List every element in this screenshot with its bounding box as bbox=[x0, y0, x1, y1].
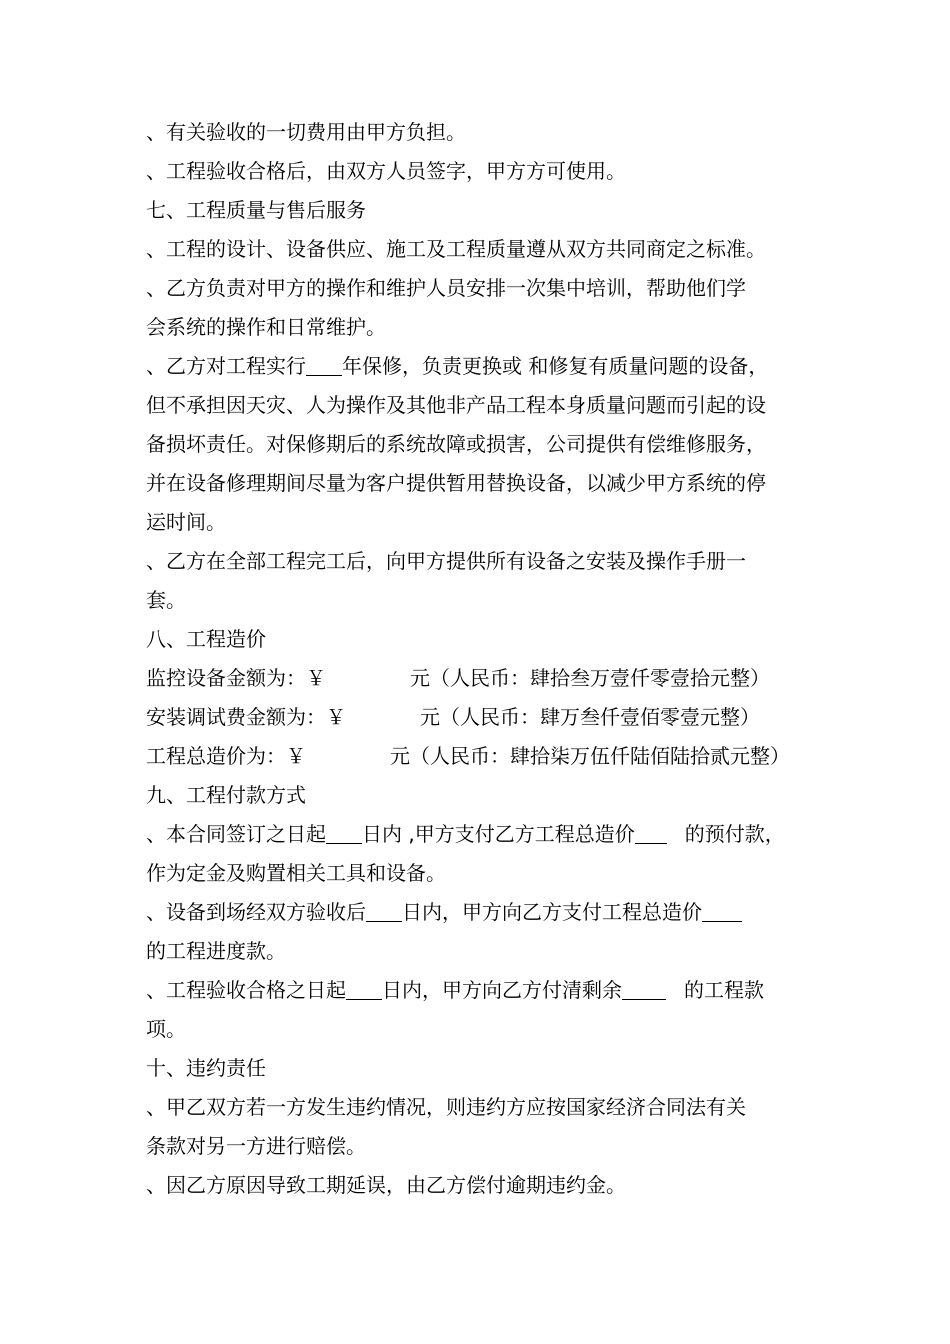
blank-field bbox=[635, 821, 667, 844]
blank-field bbox=[622, 977, 666, 1000]
blank-field bbox=[702, 899, 742, 922]
paragraph-line bbox=[146, 893, 846, 932]
paragraph-line: 作为定金及购置相关工具和设备。 bbox=[146, 861, 446, 885]
blank-field bbox=[366, 899, 402, 922]
text-segment: 日内，甲方向乙方付清剩余 bbox=[382, 978, 622, 1002]
section-heading: 九、工程付款方式 bbox=[146, 783, 306, 807]
paragraph-line: 条款对另一方进行赔偿。 bbox=[146, 1134, 366, 1158]
text-segment: 年保修，负责更换或 和修复有质量问题的设备， bbox=[342, 354, 769, 378]
paragraph-line bbox=[146, 659, 846, 698]
paragraph-line: 、甲乙双方若一方发生违约情况，则违约方应按国家经济合同法有关 bbox=[146, 1095, 746, 1119]
paragraph-line: 套。 bbox=[146, 588, 186, 612]
paragraph-line: 、乙方负责对甲方的操作和维护人员安排一次集中培训，帮助他们学 bbox=[146, 276, 746, 300]
blank-field bbox=[306, 353, 342, 376]
paragraph-line bbox=[146, 347, 846, 386]
text-segment: 元（人民币：肆拾叁万壹仟零壹拾元整） bbox=[410, 666, 770, 690]
paragraph-line: 、工程的设计、设备供应、施工及工程质量遵从双方共同商定之标准。 bbox=[146, 237, 766, 261]
text-segment: 的工程款 bbox=[684, 978, 764, 1002]
paragraph-line: 的工程进度款。 bbox=[146, 939, 286, 963]
text-segment: 、乙方对工程实行 bbox=[146, 354, 306, 378]
paragraph-line bbox=[146, 698, 846, 737]
section-heading: 八、工程造价 bbox=[146, 627, 266, 651]
paragraph-line: 运时间。 bbox=[146, 510, 226, 534]
section-heading: 十、违约责任 bbox=[146, 1056, 266, 1080]
paragraph-line: 但不承担因天灾、人为操作及其他非产品工程本身质量问题而引起的设 bbox=[146, 393, 766, 417]
paragraph-line bbox=[146, 971, 846, 1010]
paragraph-line bbox=[146, 815, 846, 854]
paragraph-line: 、有关验收的一切费用由甲方负担。 bbox=[146, 120, 466, 144]
paragraph-line: 、因乙方原因导致工期延误，由乙方偿付逾期违约金。 bbox=[146, 1173, 626, 1197]
text-segment: 的预付款， bbox=[684, 822, 785, 846]
text-segment: 安装调试费金额为：￥ bbox=[146, 705, 346, 729]
paragraph-line: 并在设备修理期间尽量为客户提供暂用替换设备，以减少甲方系统的停 bbox=[146, 471, 766, 495]
blank-field bbox=[326, 821, 362, 844]
text-segment: 、本合同签订之日起 bbox=[146, 822, 326, 846]
text-segment: 日内，甲方向乙方支付工程总造价 bbox=[402, 900, 702, 924]
text-segment: 工程总造价为：￥ bbox=[146, 744, 306, 768]
document-body bbox=[146, 113, 846, 1205]
paragraph-line: 、乙方在全部工程完工后，向甲方提供所有设备之安装及操作手册一 bbox=[146, 549, 746, 573]
paragraph-line bbox=[146, 737, 846, 776]
paragraph-line: 备损坏责任。对保修期后的系统故障或损害，公司提供有偿维修服务， bbox=[146, 432, 766, 456]
text-segment: 元（人民币：肆拾柒万伍仟陆佰陆拾贰元整） bbox=[390, 744, 790, 768]
text-segment: 、设备到场经双方验收后 bbox=[146, 900, 366, 924]
text-segment: 元（人民币：肆万叁仟壹佰零壹元整） bbox=[420, 705, 760, 729]
paragraph-line: 会系统的操作和日常维护。 bbox=[146, 315, 386, 339]
text-segment: 监控设备金额为：￥ bbox=[146, 666, 326, 690]
text-segment: 、工程验收合格之日起 bbox=[146, 978, 346, 1002]
paragraph-line: 、工程验收合格后，由双方人员签字，甲方方可使用。 bbox=[146, 159, 626, 183]
blank-field bbox=[346, 977, 382, 1000]
text-segment: 日内 ,甲方支付乙方工程总造价 bbox=[362, 822, 635, 846]
section-heading: 七、工程质量与售后服务 bbox=[146, 198, 366, 222]
paragraph-line: 项。 bbox=[146, 1017, 186, 1041]
